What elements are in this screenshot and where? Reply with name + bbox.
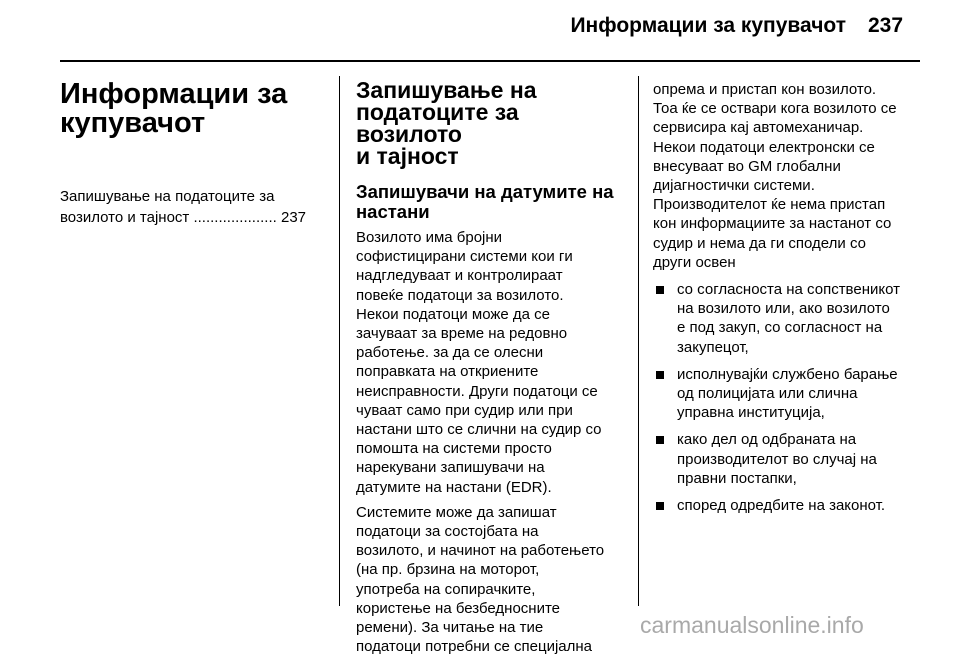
text-line: неисправности. Други податоци се xyxy=(356,382,598,400)
text-line: поправката на откриените xyxy=(356,363,539,381)
toc-entry-line xyxy=(60,207,332,228)
text-line: е под закуп, со согласност на xyxy=(677,319,883,337)
text-line: внесуваат во GM глобални xyxy=(653,157,841,175)
toc-page-number: 237 xyxy=(280,209,307,226)
subsection-heading xyxy=(356,182,631,222)
text-line: други освен xyxy=(653,253,736,271)
text-line: надгледуваат и контролираат xyxy=(356,267,563,285)
subsection-heading-line: Запишувачи на датумите на xyxy=(356,181,614,202)
bullet-item xyxy=(653,280,928,357)
text-line: употреба на сопирачките, xyxy=(356,580,536,598)
text-line: производителот во случај на xyxy=(677,450,877,468)
body-paragraph xyxy=(653,80,928,272)
toc-entry[interactable] xyxy=(60,186,332,228)
text-line: со согласноста на сопственикот xyxy=(677,281,900,299)
text-line: судир и нема да ги сподели со xyxy=(653,234,866,252)
text-line: зачуваат за време на редовно xyxy=(356,325,568,343)
page-header-title: Информации за купувачот xyxy=(570,14,846,37)
text-line: помошта на системи просто xyxy=(356,440,552,458)
square-bullet-icon xyxy=(656,371,664,379)
toc-entry-text: возилото и тајност .................... xyxy=(60,209,277,226)
text-line: работење. за да се олесни xyxy=(356,344,544,362)
page-number: 237 xyxy=(868,14,904,37)
column-divider xyxy=(638,76,639,606)
section-title-line: купувачот xyxy=(60,107,206,139)
square-bullet-icon xyxy=(656,436,664,444)
bullet-item xyxy=(653,430,928,488)
text-line: дијагностички системи. xyxy=(653,177,815,195)
header-rule xyxy=(60,60,920,62)
text-line: Возилото има бројни xyxy=(356,229,503,246)
text-line: софистицирани системи кои ги xyxy=(356,248,573,266)
text-line: според одредбите на законот. xyxy=(677,497,886,515)
text-line: чуваат само при судир или при xyxy=(356,401,573,419)
text-line: како дел од одбраната на xyxy=(677,431,857,449)
body-paragraph xyxy=(356,503,631,656)
square-bullet-icon xyxy=(656,286,664,294)
text-line: (на пр. брзина на моторот, xyxy=(356,561,540,579)
text-line: управна институција, xyxy=(677,404,825,422)
text-line: исполнувајќи службено барање xyxy=(677,365,898,383)
text-line: правни постапки, xyxy=(677,469,797,487)
text-line: податоци потребни се специјална xyxy=(356,638,593,656)
section-title-line: Информации за xyxy=(60,78,288,110)
section-heading xyxy=(356,79,631,167)
toc-entry-line: Запишување на податоците за xyxy=(60,188,275,205)
body-paragraph xyxy=(356,228,631,497)
text-line: Тоа ќе се оствари кога возилото се xyxy=(653,100,897,118)
text-line: возилото, и начинот на работењето xyxy=(356,542,605,560)
text-line: повеќе податоци за возилото. xyxy=(356,286,564,304)
text-line: сервисира кај автомеханичар. xyxy=(653,119,864,137)
text-line: користење на безбедносните xyxy=(356,599,560,617)
middle-column xyxy=(356,76,631,656)
text-line: нарекувани запишувачи на xyxy=(356,459,545,477)
section-heading-line: Запишување на xyxy=(356,77,537,103)
square-bullet-icon xyxy=(656,502,664,510)
section-heading-line: податоците за возилото xyxy=(356,99,519,147)
text-line: настани што се слични на судир со xyxy=(356,421,602,439)
text-line: ремени). За читање на тие xyxy=(356,619,544,637)
text-line: Некои податоци може да се xyxy=(356,305,551,323)
text-line: Системите може да запишат xyxy=(356,503,557,521)
bullet-item xyxy=(653,365,928,423)
text-line: закупецот, xyxy=(677,338,749,356)
text-line: Некои податоци електронски се xyxy=(653,138,875,156)
subsection-heading-line: настани xyxy=(356,201,430,222)
text-line: на возилото или, ако возилото xyxy=(677,300,890,318)
bullet-item xyxy=(653,496,928,515)
watermark: carmanualsonline.info xyxy=(640,612,864,638)
text-line: податоци за состојбата на xyxy=(356,523,539,541)
text-line: Производителот ќе нема пристап xyxy=(653,196,886,214)
column-divider xyxy=(339,76,340,606)
left-column xyxy=(60,76,332,228)
right-column xyxy=(653,76,928,515)
text-line: опрема и пристап кон возилото. xyxy=(653,81,877,98)
section-title xyxy=(60,80,332,138)
text-line: датумите на настани (EDR). xyxy=(356,478,552,496)
text-line: од полицијата или слична xyxy=(677,385,858,403)
text-line: кон информациите за настанот со xyxy=(653,215,892,233)
section-heading-line: и тајност xyxy=(356,143,459,169)
